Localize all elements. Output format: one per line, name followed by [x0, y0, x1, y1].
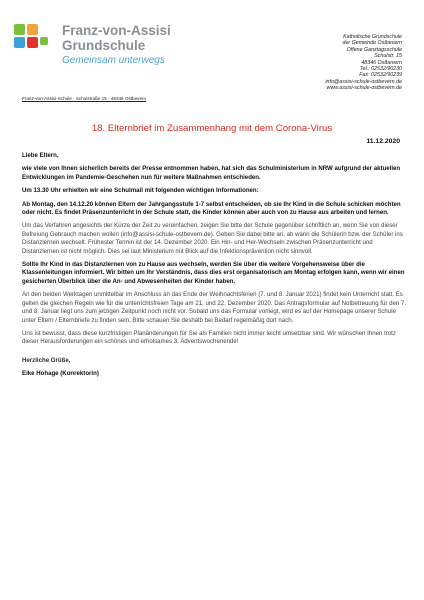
paragraph-7: Uns ist bewusst, dass diese kurzfristigen Planänderungen für Sie als Familien nicht immer leicht umsetzbar sind. Wir wünschen Ihnen trotz dieser Herausforderungen ein schönes und erholsames 3. Adventswochenende!	[22, 329, 396, 346]
letter-date: 11.12.2020	[366, 138, 400, 145]
salutation: Liebe Eltern,	[22, 152, 59, 159]
paragraph-4: Um das Verfahren angesichts der Kürze der Zeit zu vereinfachen, zeigen Sie bitte der Schule gegenüber schriftlich an, wenn Sie von dieser Befreiung Gebrauch machen wollen (info@assisi-schule-ostbevern.de). Geben Sie dabei bitte an, ab wann die Schülerin bzw. der Schüler ins Distanzlernen wechselt. Frühester Termin ist der 14. Dezember 2020. Ein Hin- und Her-Wechseln zwischen Präsenzunterricht und Distanzlernen ist nicht möglich. Dies sei laut Ministerium mit Blick auf die Infektionsprävention nicht sinnvoll.	[22, 222, 403, 255]
paragraph-3: Ab Montag, den 14.12.20 können Eltern der Jahrgangsstufe 1-7 selbst entscheiden, ob sie Ihr Kind in die Schule schicken möchten oder nicht. Es findet Präsenzunterricht in der Schule statt, die Kinder können aber auch von zu Hause aus arbeiten und lernen.	[22, 200, 401, 217]
logo-square-red	[27, 37, 38, 48]
logo-square-orange	[27, 24, 38, 35]
address-line: der Gemeinde Ostbevern	[342, 40, 402, 47]
paragraph-5: Sollte Ihr Kind in das Distanzlernen von zu Hause aus wechseln, werden Sie über die weitere Vorgehensweise über die Klassenleitungen informiert. Wir bitten um Ihr Verständnis, dass dies erst organisatorisch am Montag erfolgen kann, wenn wir einen gesicherten Überblick über die An- und Abwesenheiten der Kinder haben.	[22, 261, 405, 285]
closing: Herzliche Grüße,	[22, 356, 71, 364]
address-line: Fax: 02532/90239	[359, 72, 402, 79]
address-website: www.assisi-schule-ostbevern.de	[326, 85, 402, 92]
letter-body	[22, 152, 408, 384]
letter-title: 18. Elternbrief im Zusammenhang mit dem Corona-Virus	[91, 123, 333, 134]
address-line: Offene Ganztagsschule	[346, 46, 402, 53]
school-name-line2: Grundschule	[62, 38, 146, 53]
school-motto: Gemeinsam unterwegs	[62, 55, 165, 66]
paragraph-6: An den beiden Werktagen unmittelbar im Anschluss an das Ende der Weihnachtsferien (7. und 8. Januar 2021) findet kein Unterricht statt. Es gelten die gleichen Regeln wie für die unterrichtsfreien Tage am 21. und 22. Dezember 2020. Das Antragsformular auf Notbetreuung für den 7. und 8. Januar liegt uns zum jetzigen Zeitpunkt noch nicht vor. Sobald uns das Formular vorliegt, wird es auf der Homepage unserer Schule unter Eltern / Elternbriefe zu finden sein. Bitte schauen Sie deshalb bei Bedarf regelmäßig dort nach.	[22, 291, 407, 324]
sender-line: Franz-von-Assisi-Schule · Schulstraße 15 · 48346 Ostbevern	[22, 96, 147, 101]
school-address	[282, 34, 402, 92]
school-name	[62, 23, 171, 53]
school-name-line1: Franz-von-Assisi	[62, 23, 171, 38]
paragraph-2: Um 13.30 Uhr erhielten wir eine Schulmail mit folgenden wichtigen Informationen:	[22, 187, 259, 195]
paragraph-1: wie viele von Ihnen sicherlich bereits der Presse entnommen haben, hat sich das Schulministerium in NRW aufgrund der aktuellen Entwicklungen im Pandemie-Geschehen nun für weitere Maßnahmen entschieden.	[22, 165, 401, 181]
address-line: Katholische Grundschule	[343, 34, 402, 40]
logo-square-blue	[14, 37, 25, 48]
signature: Eike Hohage (Konrektorin)	[22, 370, 99, 378]
logo-square-green	[14, 24, 25, 35]
address-line: 48346 Ostbevern	[361, 59, 402, 66]
address-line: Tel.: 02532/90230	[359, 66, 402, 73]
address-email: info@assisi-schule-ostbevern.de	[325, 78, 402, 85]
logo-square-green-2	[40, 37, 48, 45]
address-line: Schulstr. 15	[374, 53, 402, 60]
school-logo	[14, 24, 48, 58]
